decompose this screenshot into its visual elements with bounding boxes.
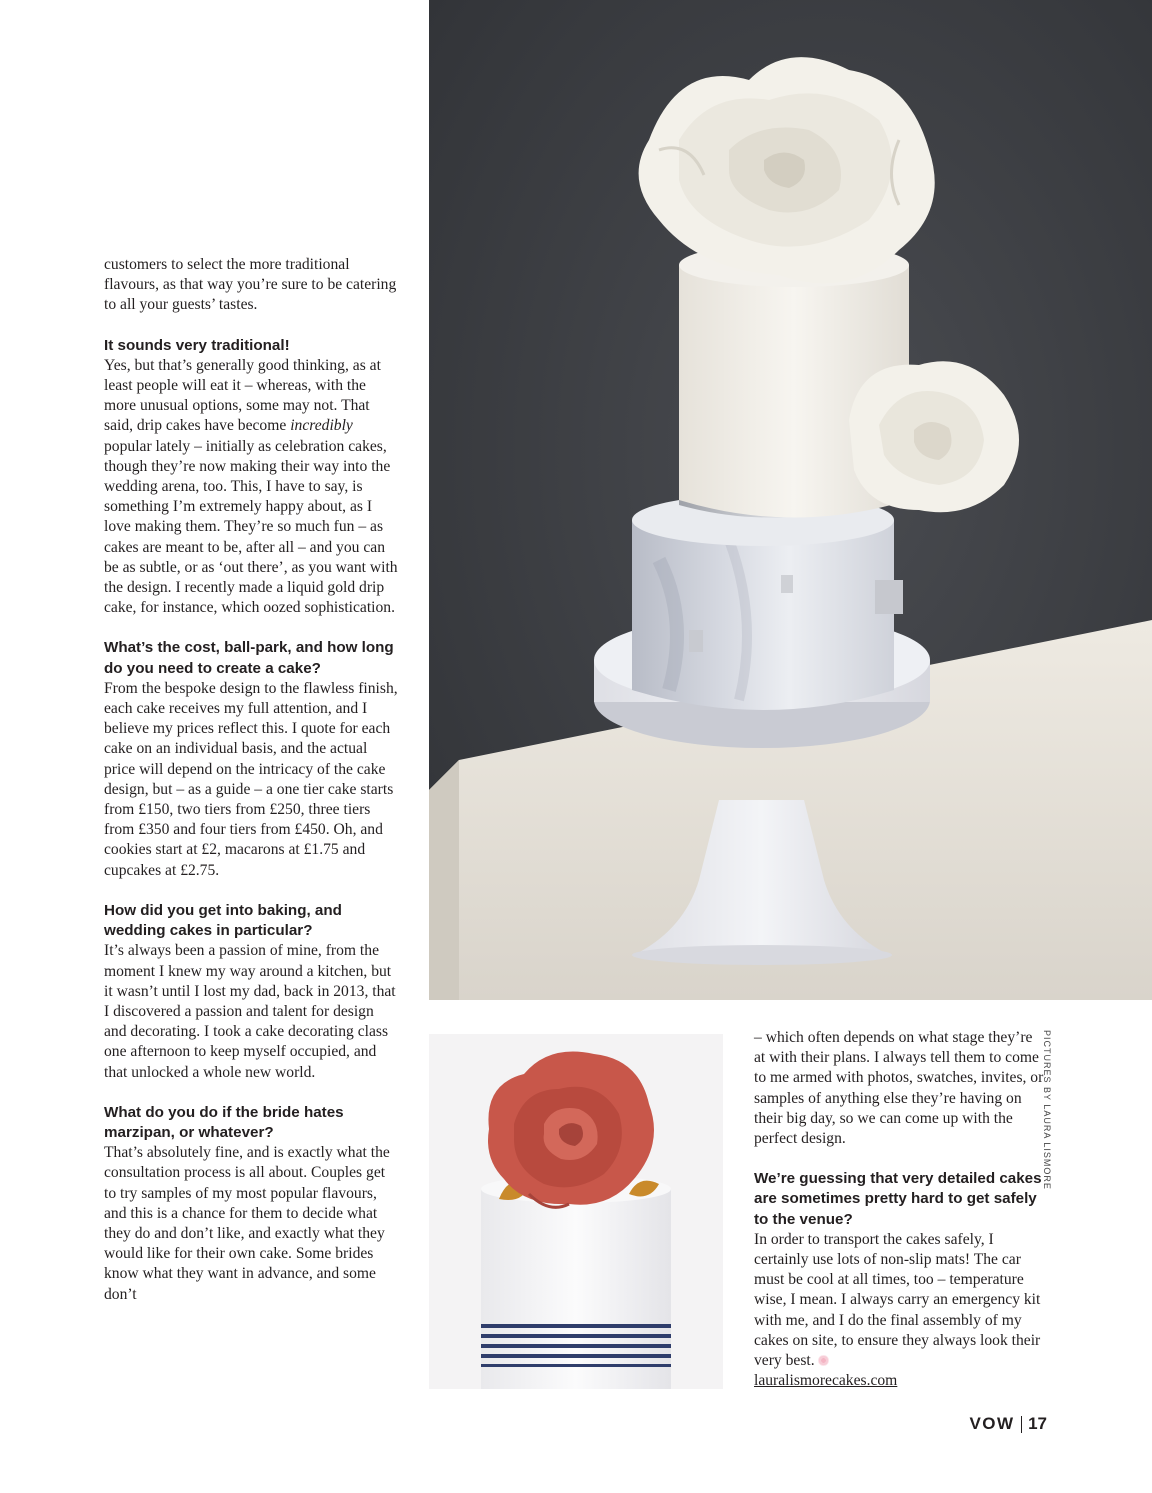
qa-block xyxy=(104,1103,400,1305)
two-tier-cake-illustration xyxy=(429,0,1152,1000)
intro-paragraph: customers to select the more traditional flavours, as that way you’re sure to be catering to all your guests’ tastes. xyxy=(104,256,397,314)
magazine-name: VOW xyxy=(969,1414,1015,1433)
red-rose-cake-illustration xyxy=(429,1034,723,1389)
website-link[interactable]: lauralismorecakes.com xyxy=(754,1372,898,1390)
qa-block xyxy=(754,1169,1046,1391)
page-number: 17 xyxy=(1028,1414,1047,1433)
qa-block xyxy=(104,336,400,619)
right-text-column xyxy=(754,1028,1046,1391)
footer-divider xyxy=(1021,1416,1023,1433)
continuation-paragraph: – which often depends on what stage they’re at with their plans. I always tell them to come to me armed with photos, swatches, invites, or samples of anything else they’re having on their big day, so we can come up with the perfect design. xyxy=(754,1029,1044,1148)
question-heading: It sounds very traditional! xyxy=(104,336,290,354)
qa-block xyxy=(104,901,400,1083)
answer-paragraph xyxy=(754,1230,1046,1392)
page-footer xyxy=(969,1414,1047,1434)
answer-paragraph: From the bespoke design to the flawless finish, each cake receives my full attention, and I believe my prices reflect this. I quote for each cake on an individual basis, and the actual price will depend on the intricacy of the cake design, but – as a guide – a one tier cake starts from £150, two tiers from £250, three tiers from £350 and four tiers from £450. Oh, and cookies start at £2, macarons at £1.75 and cupcakes at £2.75. xyxy=(104,679,398,879)
answer-text: Yes, but that’s generally good thinking, as at least people will eat it – whereas, with the more unusual options, some may not. That said, drip cakes have become xyxy=(104,356,381,435)
emphasis-text: incredibly xyxy=(290,417,353,435)
answer-paragraph xyxy=(104,356,400,619)
pink-flower-end-mark-icon xyxy=(818,1355,829,1366)
question-heading: What do you do if the bride hates marzipan, or whatever? xyxy=(104,1103,344,1141)
white-sugar-rose-side xyxy=(849,361,1019,512)
red-rose-cake-photo xyxy=(429,1034,723,1389)
photo-credit: PICTURES BY LAURA LISMORE xyxy=(1042,1030,1052,1190)
answer-text: In order to transport the cakes safely, I certainly use lots of non-slip mats! The car must be cool at all times, too – temperature wise, I mean. I always carry an emergency kit with me, and I do the final assembly of my cakes on site, to ensure they always look their very best. xyxy=(754,1230,1041,1370)
main-cake-photo xyxy=(429,0,1152,1000)
question-heading: We’re guessing that very detailed cakes are sometimes pretty hard to get safely to the venue? xyxy=(754,1170,1042,1228)
left-text-column xyxy=(104,255,400,1305)
answer-paragraph: That’s absolutely fine, and is exactly what the consultation process is all about. Couples get to try samples of my most popular flavours, and this is a chance for them to decide what they do and don’t like, and exactly what they would like for their own cake. Some brides know what they want in advance, and some don’t xyxy=(104,1144,390,1303)
question-heading: What’s the cost, ball-park, and how long do you need to create a cake? xyxy=(104,639,394,677)
question-heading: How did you get into baking, and wedding cakes in particular? xyxy=(104,901,342,940)
answer-paragraph: It’s always been a passion of mine, from the moment I knew my way around a kitchen, but it wasn’t until I lost my dad, back in 2013, that I discovered a passion and talent for design and decorating. I took a cake decorating class one afternoon to keep myself occupied, and that unlocked a whole new world. xyxy=(104,942,396,1081)
qa-block xyxy=(104,638,400,880)
answer-text: popular lately – initially as celebration cakes, though they’re now making their way into the wedding arena, too. This, I have to say, is something I’m extremely happy about, as I love making them. They’re so much fun – as cakes are meant to be, after all – and you can be as subtle, or as ‘out there’, as you want with the design. I recently made a liquid gold drip cake, for instance, which oozed sophistication. xyxy=(104,437,398,617)
